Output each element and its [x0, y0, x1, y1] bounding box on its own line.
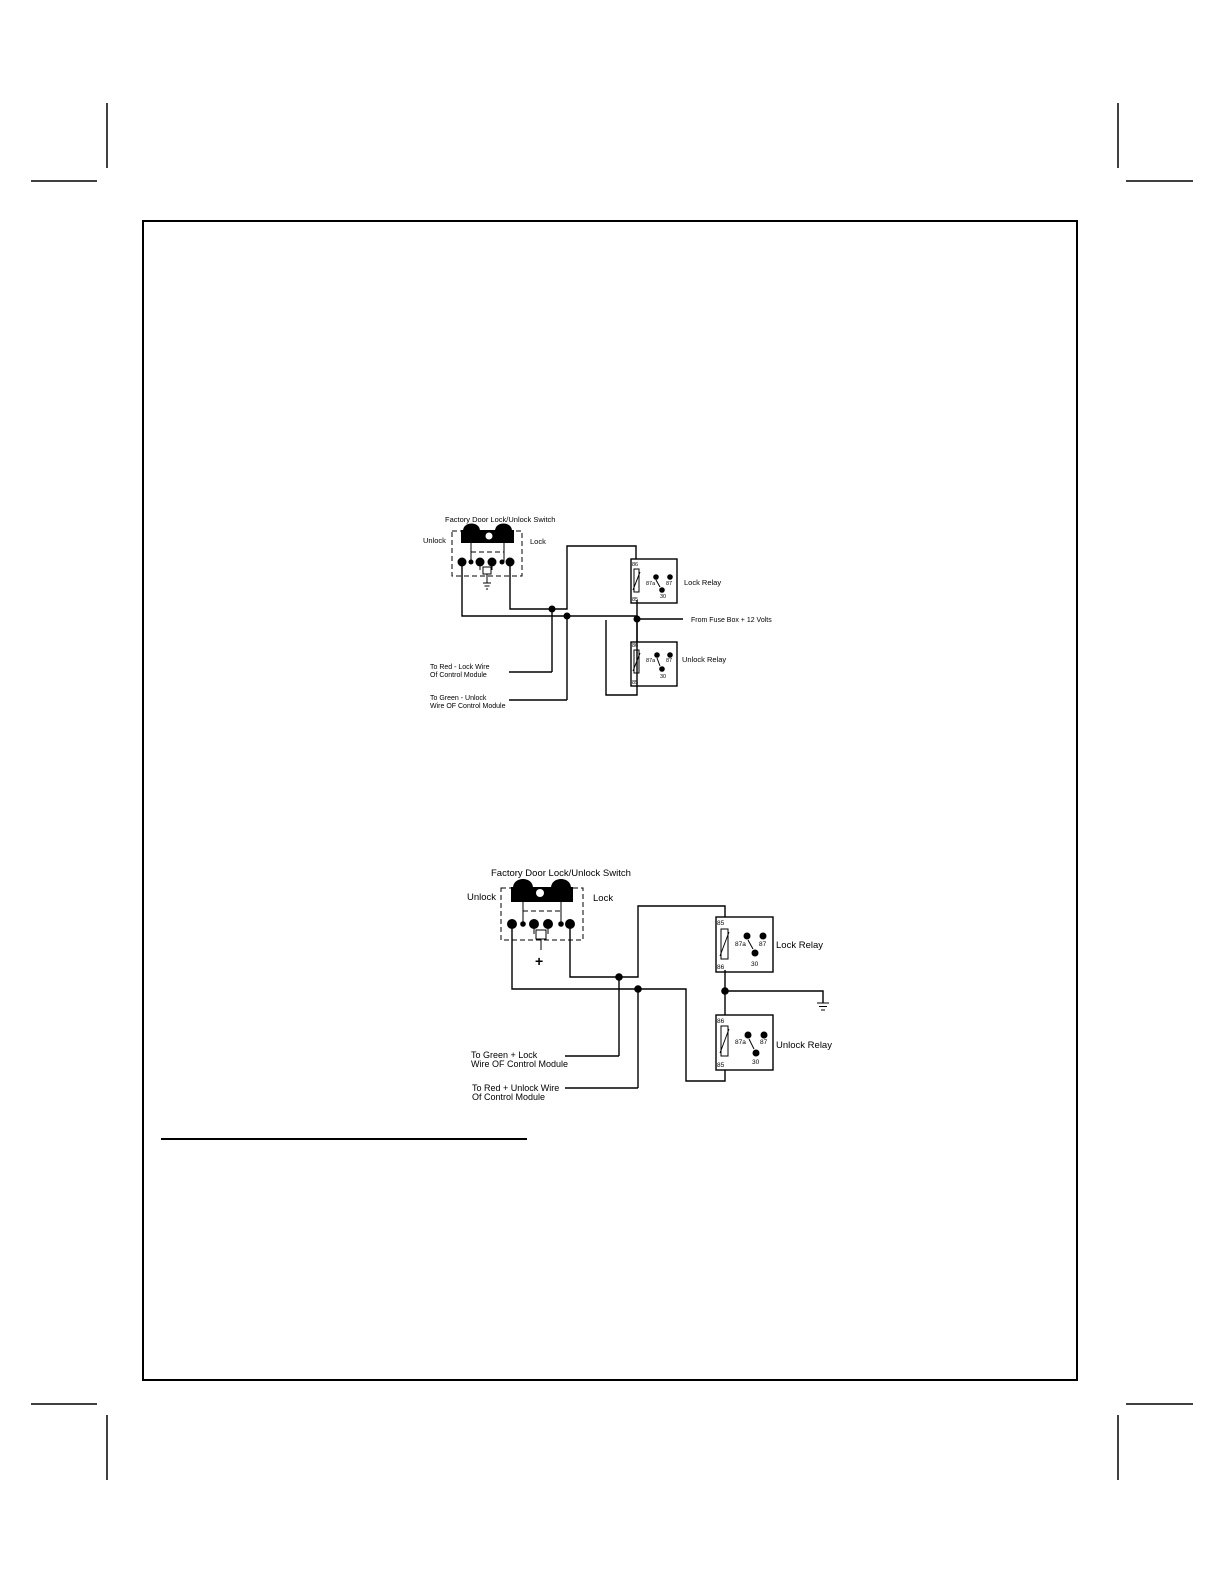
- unlock-relay: [631, 642, 677, 686]
- relay-pin: 86: [717, 1018, 725, 1025]
- relay-pin: 30: [752, 1059, 760, 1066]
- relay-pin: 87a: [735, 1039, 746, 1046]
- wires-top: [462, 546, 683, 700]
- ground-icon: [483, 583, 491, 589]
- relay-pin: 85: [717, 1062, 725, 1069]
- relay-pin: 87: [760, 1039, 768, 1046]
- wire-junctions-top: [549, 606, 641, 623]
- lock-label: Lock: [530, 537, 546, 546]
- relay-pin: 87: [759, 941, 767, 948]
- fuse-box-label: From Fuse Box + 12 Volts: [691, 617, 772, 624]
- green-wire-label-line1: To Green - Unlock: [430, 695, 487, 702]
- relay-pin: 87a: [735, 941, 746, 948]
- relay-pin: 87: [666, 581, 673, 587]
- crop-marks: [31, 103, 1193, 1480]
- lock-relay-label: Lock Relay: [776, 940, 823, 951]
- relay-pin: 30: [751, 961, 759, 968]
- ground-icon: [817, 1003, 829, 1010]
- relay-pin: 30: [660, 594, 667, 600]
- relay-pin: 87: [666, 658, 673, 664]
- red-wire-label-line2: Of Control Module: [430, 672, 487, 679]
- unlock-relay-label: Unlock Relay: [776, 1040, 832, 1051]
- lock-label: Lock: [593, 893, 614, 904]
- relay-pin: 30: [660, 674, 667, 680]
- lock-relay: [716, 917, 773, 972]
- wiring-diagram-bottom: [467, 868, 832, 1102]
- relay-pin: 85: [632, 597, 639, 603]
- unlock-relay: [716, 1015, 773, 1070]
- unlock-relay-label: Unlock Relay: [682, 655, 727, 664]
- unlock-label: Unlock: [423, 536, 446, 545]
- page-frame: [143, 221, 1077, 1380]
- positive-sign: +: [535, 953, 544, 969]
- unlock-label: Unlock: [467, 892, 497, 903]
- lock-relay-label: Lock Relay: [684, 578, 722, 587]
- relay-pin: 85: [717, 920, 725, 927]
- red-wire-label-line2: Of Control Module: [472, 1092, 546, 1102]
- relay-pin: 85: [632, 680, 639, 686]
- lock-relay: [631, 559, 677, 603]
- switch-title: Factory Door Lock/Unlock Switch: [445, 515, 556, 524]
- green-wire-label-line2: Wire OF Control Module: [471, 1059, 569, 1069]
- relay-pin: 87a: [646, 581, 656, 587]
- green-wire-label-line1: To Green + Lock: [471, 1050, 538, 1060]
- relay-pin: 86: [717, 964, 725, 971]
- green-wire-label-line2: Wire OF Control Module: [430, 703, 506, 710]
- switch-title: Factory Door Lock/Unlock Switch: [491, 868, 631, 879]
- relay-pin: 87a: [646, 658, 656, 664]
- wiring-diagram-top: [423, 515, 772, 710]
- red-wire-label-line1: To Red - Lock Wire: [430, 664, 490, 671]
- relay-pin: 86: [632, 562, 639, 568]
- red-wire-label-line1: To Red + Unlock Wire: [472, 1083, 560, 1093]
- relay-pin: 86: [632, 643, 639, 649]
